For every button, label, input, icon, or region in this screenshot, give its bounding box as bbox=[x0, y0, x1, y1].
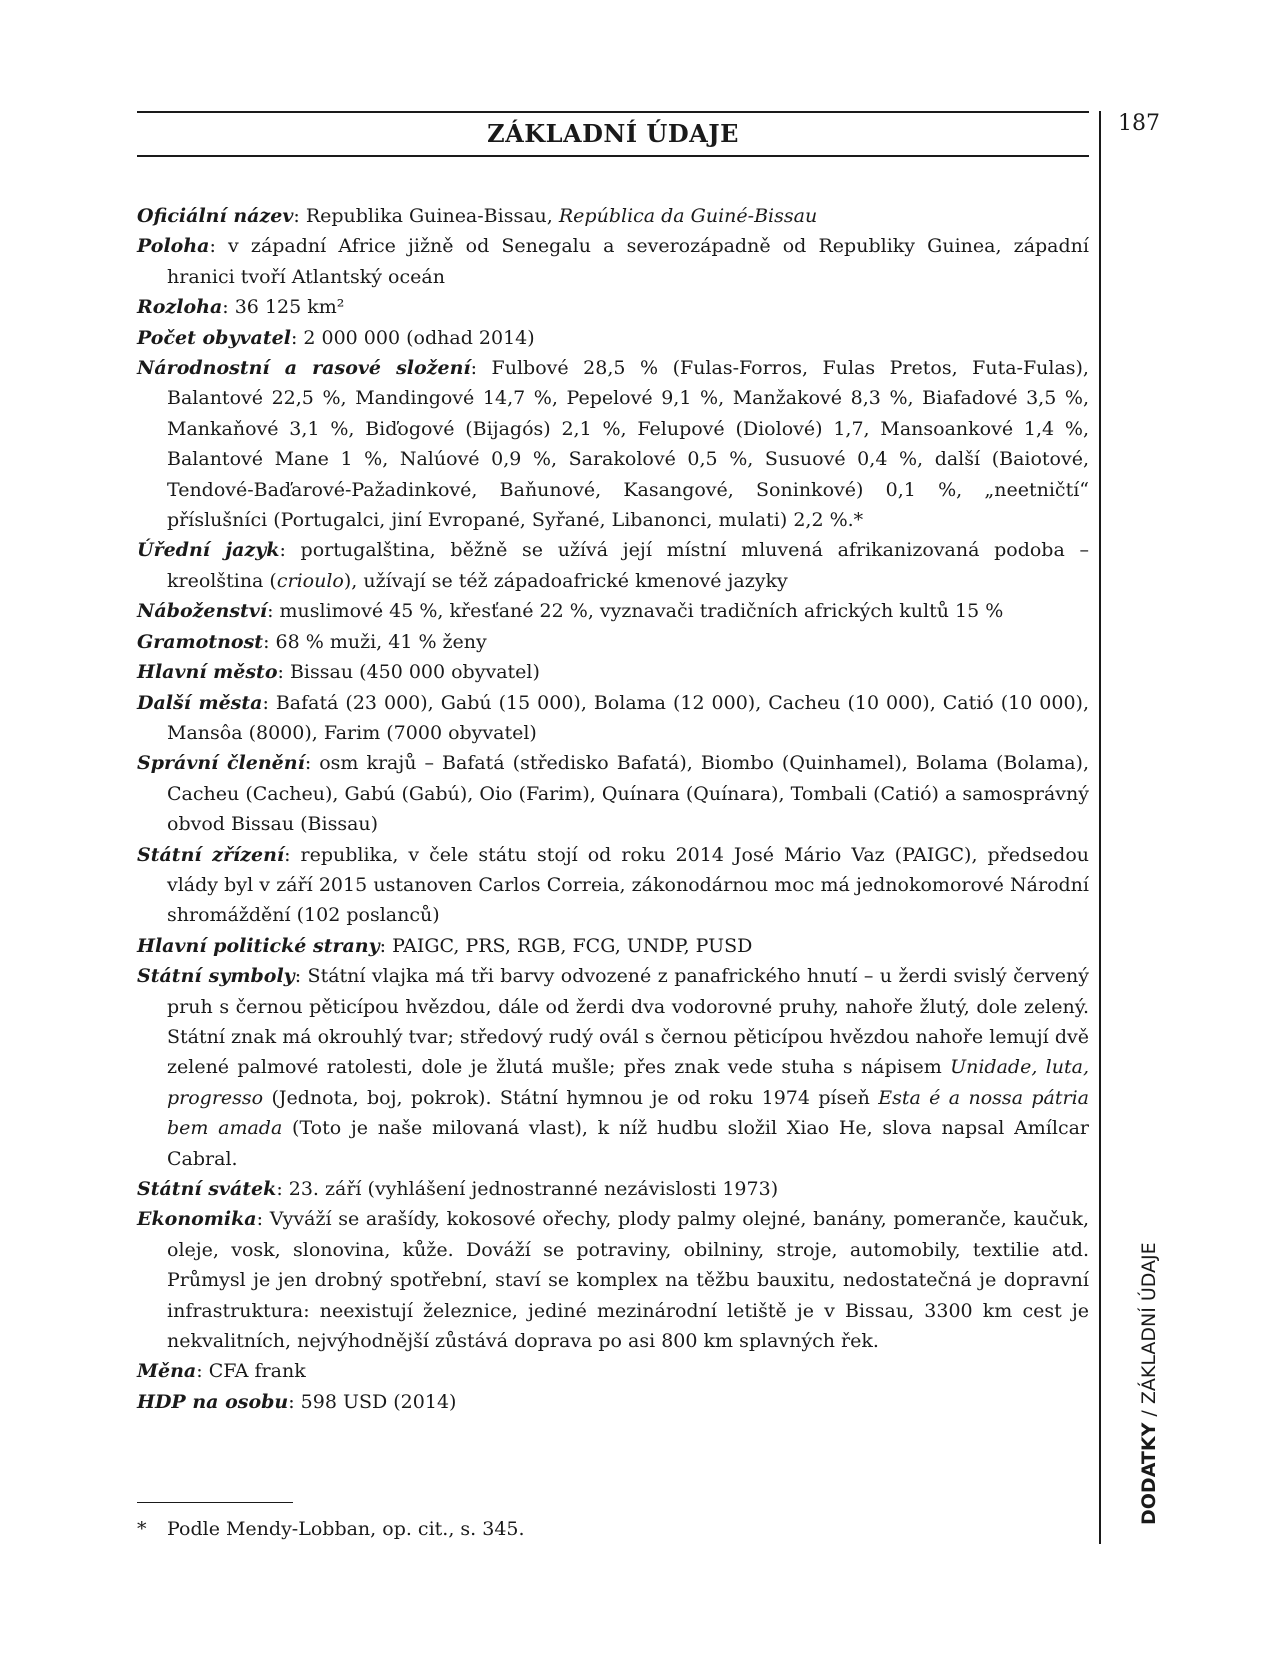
fact-list bbox=[137, 201, 1089, 1417]
fact-value-text: (Jednota, boj, pokrok). Státní hymnou je od roku 1974 píseň bbox=[263, 1086, 879, 1109]
fact-value-text: ), užívají se též západoafrické kmenové jazyky bbox=[343, 569, 788, 592]
page-number: 187 bbox=[1118, 111, 1160, 136]
fact-value-text: : portugalština, běžně se užívá její místní mluvená afrikanizovaná podoba – kreolština ( bbox=[167, 539, 1089, 592]
fact-value-text: : 598 USD (2014) bbox=[288, 1390, 457, 1413]
footnote bbox=[137, 1515, 1077, 1543]
fact-value bbox=[167, 844, 1089, 927]
fact-value bbox=[167, 1208, 1089, 1352]
fact-value-text: : Bafatá (23 000), Gabú (15 000), Bolama (12 000), Cacheu (10 000), Catió (10 000), Mansôa (8000), Farim (7000 obyvatel) bbox=[167, 691, 1089, 744]
fact-value-text: : muslimové 45 %, křesťané 22 %, vyznavači tradičních afrických kultů 15 % bbox=[267, 600, 1004, 623]
fact-value bbox=[288, 1391, 456, 1413]
fact-value-text: : 68 % muži, 41 % ženy bbox=[263, 630, 487, 653]
fact-value-text: : Republika Guinea-Bissau, bbox=[293, 205, 559, 227]
fact-value-text: : 36 125 km² bbox=[222, 296, 345, 319]
fact-value-italic: República da Guiné-Bissau bbox=[558, 205, 818, 227]
fact-value bbox=[267, 600, 1003, 622]
fact-value bbox=[167, 539, 1089, 591]
fact-entry bbox=[137, 1356, 1089, 1386]
fact-entry bbox=[137, 748, 1089, 839]
fact-value-italic: Unidade, luta, progresso bbox=[167, 1056, 1089, 1109]
fact-value-text: : CFA frank bbox=[196, 1360, 306, 1383]
fact-label: Oficiální název bbox=[137, 205, 294, 227]
fact-label: Státní symboly bbox=[137, 965, 295, 988]
fact-value bbox=[263, 631, 487, 653]
fact-entry bbox=[137, 1387, 1089, 1417]
fact-entry bbox=[137, 323, 1089, 353]
margin-vertical-rule bbox=[1099, 111, 1101, 1544]
fact-entry bbox=[137, 353, 1089, 535]
fact-value-text: : Bissau (450 000 obyvatel) bbox=[277, 661, 540, 684]
footnote-rule bbox=[137, 1502, 293, 1503]
fact-value bbox=[291, 327, 535, 349]
fact-entry bbox=[137, 231, 1089, 292]
footnote-mark: * bbox=[137, 1518, 147, 1540]
fact-entry bbox=[137, 1174, 1089, 1204]
fact-entry bbox=[137, 1204, 1089, 1356]
fact-value-text: : PAIGC, PRS, RGB, FCG, UNDP, PUSD bbox=[379, 934, 753, 957]
fact-entry bbox=[137, 961, 1089, 1174]
fact-label: Počet obyvatel bbox=[137, 326, 291, 349]
fact-value bbox=[167, 357, 1089, 531]
fact-value-text: : Fulbové 28,5 % (Fulas-Forros, Fulas Pretos, Futa-Fulas), Balantové 22,5 %, Mandingové 14,7 %, Pepelové 9,1 %, Manžakové 8,3 %, Biafadové 3,5 %, Mankaňové 3,1 %, Biďogové (Bijagós) 2,1 %, Felupové (Diolové) 1,7, Mansoankové 1,4 %, Balantové Mane 1 %, Nalúové 0,9 %, Sarakolové 0,5 %, Susuové 0,4 %, další (Baiotové, Tendové-Baďarové-Pažadinkové, Baňunové, Kasangové, Soninkové) 0,1 %, „neetničtí“ příslušníci (Portugalci, jiní Evropané, Syřané, Libanonci, mulati) 2,2 %.* bbox=[167, 357, 1089, 532]
fact-value bbox=[167, 235, 1089, 287]
fact-label: Další města bbox=[137, 691, 263, 714]
fact-entry bbox=[137, 535, 1089, 596]
fact-entry bbox=[137, 292, 1089, 322]
fact-value bbox=[293, 205, 817, 227]
fact-value-text: : Vyváží se arašídy, kokosové ořechy, plody palmy olejné, banány, pomeranče, kaučuk, oleje, vosk, slonovina, kůže. Dováží se potraviny, obilniny, stroje, automobily, textilie atd. Průmysl je jen drobný spotřební, staví se komplex na těžbu bauxitu, nedostatečná je dopravní infrastruktura: neexistují železnice, jediné mezinárodní letiště je v Bissau, 3300 km cest je nekvalitních, nejvýhodnější zůstává doprava po asi 800 km splavných řek. bbox=[167, 1208, 1089, 1353]
fact-value bbox=[380, 935, 753, 957]
fact-value bbox=[167, 965, 1089, 1169]
section-label-bold: DODATKY bbox=[1138, 1422, 1160, 1525]
fact-value bbox=[167, 752, 1089, 835]
fact-value-italic: Esta é a nossa pátria bem amada bbox=[167, 1086, 1090, 1140]
header-top-rule bbox=[137, 111, 1089, 113]
fact-value bbox=[196, 1360, 305, 1382]
fact-label: Správní členění bbox=[137, 752, 305, 775]
fact-value-text: (Toto je naše milovaná vlast), k níž hudbu složil Xiao He, slova napsal Amílcar Cabral. bbox=[167, 1117, 1090, 1170]
fact-value-italic: crioulo bbox=[276, 569, 344, 592]
fact-label: Hlavní politické strany bbox=[137, 934, 380, 957]
fact-entry bbox=[137, 840, 1089, 931]
fact-entry bbox=[137, 688, 1089, 749]
fact-entry bbox=[137, 931, 1089, 961]
running-section-label bbox=[1138, 1242, 1160, 1525]
fact-label: Náboženství bbox=[137, 600, 268, 623]
fact-entry bbox=[137, 657, 1089, 687]
page-title: ZÁKLADNÍ ÚDAJE bbox=[487, 119, 739, 148]
fact-entry bbox=[137, 201, 1089, 231]
fact-value bbox=[276, 1178, 778, 1200]
fact-label: Národnostní a rasové složení bbox=[137, 357, 471, 380]
fact-label: Měna bbox=[137, 1360, 197, 1383]
fact-value-text: : 2 000 000 (odhad 2014) bbox=[290, 326, 535, 349]
header-bottom-rule bbox=[137, 155, 1089, 157]
fact-label: Rozloha bbox=[137, 296, 223, 319]
fact-value-text: : republika, v čele státu stojí od roku 2014 José Mário Vaz (PAIGC), předsedou vlády byl v září 2015 ustanoven Carlos Correia, zákonodárnou moc má jednokomorové Národní shromáždění (102 poslanců) bbox=[167, 843, 1089, 927]
fact-value bbox=[222, 296, 344, 318]
fact-entry bbox=[137, 627, 1089, 657]
footnote-text: Podle Mendy-Lobban, op. cit., s. 345. bbox=[167, 1518, 525, 1540]
fact-label: Poloha bbox=[137, 235, 210, 258]
fact-label: Ekonomika bbox=[137, 1208, 257, 1231]
fact-label: Gramotnost bbox=[137, 630, 264, 653]
fact-value-text: : osm krajů – Bafatá (středisko Bafatá), Biombo (Quinhamel), Bolama (Bolama), Cacheu (Cacheu), Gabú (Gabú), Oio (Farim), Quínara (Quínara), Tombali (Catió) a samosprávný obvod Bissau (Bissau) bbox=[167, 752, 1090, 836]
fact-label: Státní svátek bbox=[137, 1178, 277, 1200]
section-label-separator: / bbox=[1138, 1404, 1160, 1423]
fact-value-text: : Státní vlajka má tři barvy odvozené z panafrického hnutí – u žerdi svislý červený pruh s černou pěticípou hvězdou, dále od žerdi dva vodorovné pruhy, nahoře žlutý, dole zelený. Státní znak má okrouhlý tvar; středový rudý ovál s černou pěticípou hvězdou nahoře lemují dvě zelené palmové ratolesti, dole je žlutá mušle; přes znak vede stuha s nápisem bbox=[167, 965, 1089, 1079]
fact-value bbox=[167, 692, 1089, 744]
section-label-rest: ZÁKLADNÍ ÚDAJE bbox=[1138, 1242, 1160, 1405]
fact-entry bbox=[137, 596, 1089, 626]
fact-label: Hlavní město bbox=[137, 661, 278, 684]
fact-label: HDP na osobu bbox=[137, 1390, 289, 1413]
fact-value-text: : v západní Africe jižně od Senegalu a severozápadně od Republiky Guinea, západní hranici tvoří Atlantský oceán bbox=[167, 235, 1089, 288]
fact-value-text: : 23. září (vyhlášení jednostranné nezávislosti 1973) bbox=[276, 1178, 779, 1200]
fact-label: Úřední jazyk bbox=[137, 539, 280, 562]
fact-label: Státní zřízení bbox=[137, 843, 285, 866]
fact-value bbox=[278, 661, 540, 683]
